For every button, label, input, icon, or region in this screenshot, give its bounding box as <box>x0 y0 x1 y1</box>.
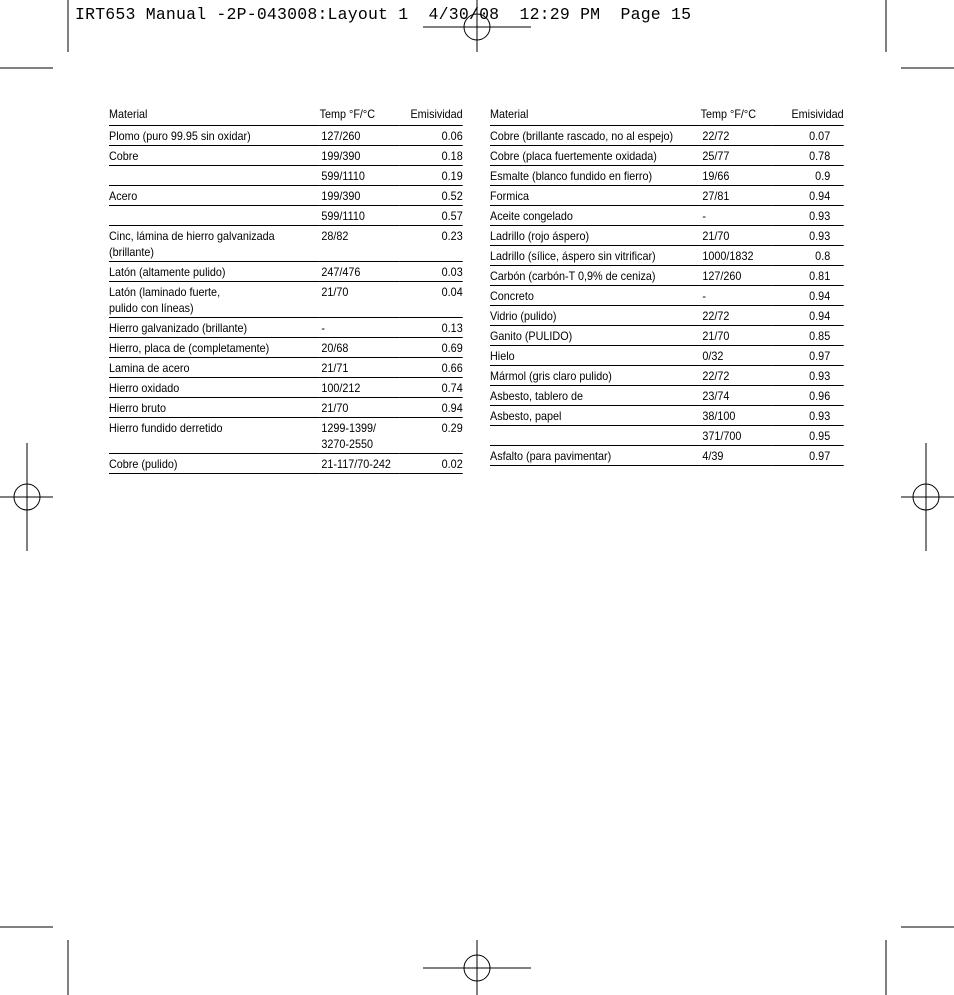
material-cell: Latón (altamente pulido) <box>109 262 320 282</box>
material-cell: Aceite congelado <box>490 206 701 226</box>
emissivity-cell: 0.69 <box>400 338 463 358</box>
temp-cell: 1299-1399/ 3270-2550 <box>320 418 400 454</box>
temp-cell: 199/390 <box>320 146 400 166</box>
material-cell: Cobre <box>109 146 320 166</box>
table-row <box>109 186 463 206</box>
temp-cell: - <box>701 206 772 226</box>
emissivity-cell: 0.74 <box>400 378 463 398</box>
material-cell: Cobre (placa fuertemente oxidada) <box>490 146 701 166</box>
table-row <box>109 454 463 474</box>
table-row <box>490 206 844 226</box>
emissivity-cell: 0.8 <box>772 246 844 266</box>
table-row <box>109 358 463 378</box>
temp-cell: 247/476 <box>320 262 400 282</box>
temp-cell: - <box>701 286 772 306</box>
registration-mark-top <box>423 0 531 52</box>
emissivity-cell: 0.66 <box>400 358 463 378</box>
temp-cell: 21-117/70-242 <box>320 454 400 474</box>
emissivity-cell: 0.94 <box>772 306 844 326</box>
material-cell: Hierro galvanizado (brillante) <box>109 318 320 338</box>
table-row <box>490 166 844 186</box>
temp-cell: - <box>320 318 400 338</box>
material-cell <box>490 426 701 446</box>
table-row <box>109 318 463 338</box>
material-cell <box>109 206 320 226</box>
table-row <box>490 346 844 366</box>
emissivity-cell: 0.9 <box>772 166 844 186</box>
table-row <box>490 386 844 406</box>
emissivity-cell: 0.03 <box>400 262 463 282</box>
temp-cell: 21/70 <box>701 326 772 346</box>
emissivity-cell: 0.52 <box>400 186 463 206</box>
table-row <box>109 418 463 454</box>
material-cell: Hierro bruto <box>109 398 320 418</box>
table-row <box>109 226 463 262</box>
table-row <box>490 286 844 306</box>
table-row <box>490 146 844 166</box>
material-cell: Formica <box>490 186 701 206</box>
table-row <box>490 366 844 386</box>
material-cell: Hierro oxidado <box>109 378 320 398</box>
emissivity-cell: 0.04 <box>400 282 463 318</box>
emissivity-cell: 0.93 <box>772 406 844 426</box>
temp-cell: 100/212 <box>320 378 400 398</box>
emissivity-table-left <box>109 106 463 474</box>
material-cell: Mármol (gris claro pulido) <box>490 366 701 386</box>
emissivity-cell: 0.94 <box>772 286 844 306</box>
emissivity-cell: 0.18 <box>400 146 463 166</box>
table-row <box>490 426 844 446</box>
temp-cell: 127/260 <box>701 266 772 286</box>
table-row <box>490 446 844 466</box>
emissivity-cell: 0.29 <box>400 418 463 454</box>
emissivity-cell: 0.95 <box>772 426 844 446</box>
material-cell: Cinc, lámina de hierro galvanizada (brillante) <box>109 226 320 262</box>
table-row <box>109 206 463 226</box>
material-cell <box>109 166 320 186</box>
table-header-row <box>490 106 844 126</box>
material-cell: Hierro, placa de (completamente) <box>109 338 320 358</box>
table-row <box>109 282 463 318</box>
table-row <box>490 226 844 246</box>
emissivity-cell: 0.93 <box>772 366 844 386</box>
temp-cell: 22/72 <box>701 366 772 386</box>
emissivity-cell: 0.97 <box>772 446 844 466</box>
temp-cell: 28/82 <box>320 226 400 262</box>
temp-cell: 127/260 <box>320 126 400 146</box>
table-row <box>109 146 463 166</box>
emissivity-cell: 0.93 <box>772 206 844 226</box>
temp-cell: 23/74 <box>701 386 772 406</box>
emissivity-cell: 0.13 <box>400 318 463 338</box>
table-row <box>490 186 844 206</box>
table-row <box>109 126 463 146</box>
material-cell: Hielo <box>490 346 701 366</box>
registration-mark-left <box>0 443 53 551</box>
emissivity-cell: 0.96 <box>772 386 844 406</box>
column-header-temp: Temp °F/°C <box>320 106 400 126</box>
material-cell: Acero <box>109 186 320 206</box>
table-row <box>490 126 844 146</box>
column-header-emissivity: Emisividad <box>772 106 844 126</box>
temp-cell: 21/71 <box>320 358 400 378</box>
material-cell: Ganito (PULIDO) <box>490 326 701 346</box>
material-cell: Vidrio (pulido) <box>490 306 701 326</box>
table-row <box>490 266 844 286</box>
temp-cell: 4/39 <box>701 446 772 466</box>
emissivity-cell: 0.93 <box>772 226 844 246</box>
table-row <box>490 326 844 346</box>
temp-cell: 27/81 <box>701 186 772 206</box>
emissivity-cell: 0.94 <box>400 398 463 418</box>
temp-cell: 25/77 <box>701 146 772 166</box>
temp-cell: 0/32 <box>701 346 772 366</box>
table-row <box>490 406 844 426</box>
emissivity-cell: 0.06 <box>400 126 463 146</box>
column-header-temp: Temp °F/°C <box>701 106 772 126</box>
temp-cell: 1000/1832 <box>701 246 772 266</box>
emissivity-cell: 0.94 <box>772 186 844 206</box>
material-cell: Concreto <box>490 286 701 306</box>
emissivity-cell: 0.57 <box>400 206 463 226</box>
emissivity-cell: 0.97 <box>772 346 844 366</box>
emissivity-table-right <box>490 106 844 466</box>
emissivity-cell: 0.07 <box>772 126 844 146</box>
registration-mark-bottom <box>423 940 531 995</box>
temp-cell: 19/66 <box>701 166 772 186</box>
temp-cell: 21/70 <box>320 398 400 418</box>
material-cell: Plomo (puro 99.95 sin oxidar) <box>109 126 320 146</box>
material-cell: Lamina de acero <box>109 358 320 378</box>
material-cell: Hierro fundido derretido <box>109 418 320 454</box>
temp-cell: 199/390 <box>320 186 400 206</box>
material-cell: Ladrillo (rojo áspero) <box>490 226 701 246</box>
temp-cell: 22/72 <box>701 126 772 146</box>
emissivity-cell: 0.23 <box>400 226 463 262</box>
table-row <box>109 338 463 358</box>
emissivity-cell: 0.81 <box>772 266 844 286</box>
temp-cell: 371/700 <box>701 426 772 446</box>
material-cell: Cobre (pulido) <box>109 454 320 474</box>
table-row <box>109 398 463 418</box>
temp-cell: 21/70 <box>320 282 400 318</box>
material-cell: Latón (laminado fuerte, pulido con líneas) <box>109 282 320 318</box>
table-row <box>490 246 844 266</box>
material-cell: Ladrillo (sílice, áspero sin vitrificar) <box>490 246 701 266</box>
material-cell: Asbesto, tablero de <box>490 386 701 406</box>
material-cell: Esmalte (blanco fundido en fierro) <box>490 166 701 186</box>
temp-cell: 38/100 <box>701 406 772 426</box>
print-header: IRT653 Manual -2P-043008:Layout 1 4/30/08 12:29 PM Page 15 <box>75 5 692 24</box>
temp-cell: 22/72 <box>701 306 772 326</box>
emissivity-cell: 0.78 <box>772 146 844 166</box>
temp-cell: 599/1110 <box>320 166 400 186</box>
table-row <box>490 306 844 326</box>
emissivity-cell: 0.19 <box>400 166 463 186</box>
emissivity-cell: 0.85 <box>772 326 844 346</box>
material-cell: Cobre (brillante rascado, no al espejo) <box>490 126 701 146</box>
registration-mark-right <box>901 443 954 551</box>
temp-cell: 599/1110 <box>320 206 400 226</box>
temp-cell: 21/70 <box>701 226 772 246</box>
material-cell: Asbesto, papel <box>490 406 701 426</box>
material-cell: Carbón (carbón-T 0,9% de ceniza) <box>490 266 701 286</box>
material-cell: Asfalto (para pavimentar) <box>490 446 701 466</box>
table-header-row <box>109 106 463 126</box>
temp-cell: 20/68 <box>320 338 400 358</box>
emissivity-cell: 0.02 <box>400 454 463 474</box>
column-header-material: Material <box>109 106 320 126</box>
table-row <box>109 262 463 282</box>
column-header-emissivity: Emisividad <box>400 106 463 126</box>
column-header-material: Material <box>490 106 701 126</box>
table-row <box>109 378 463 398</box>
table-row <box>109 166 463 186</box>
